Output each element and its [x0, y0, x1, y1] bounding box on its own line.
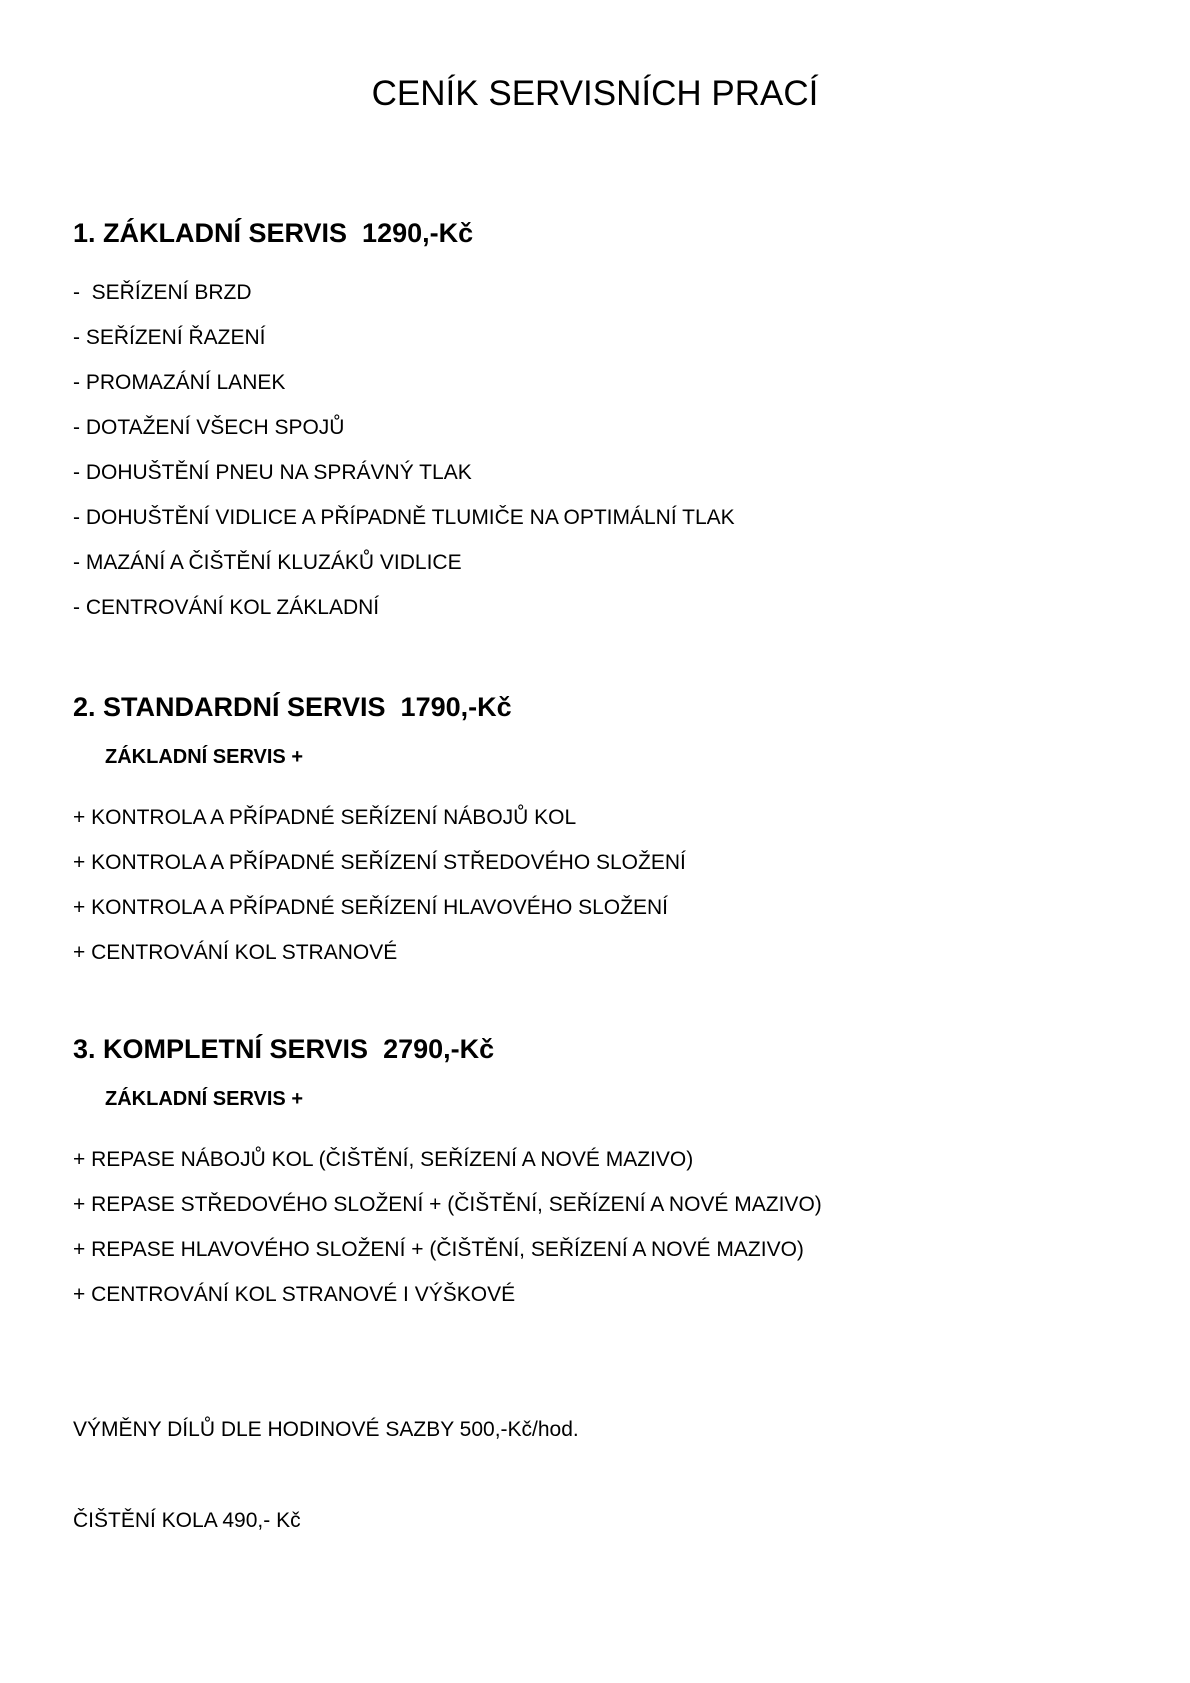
cleaning-note: ČIŠTĚNÍ KOLA 490,- Kč — [73, 1509, 301, 1532]
list-item: - DOTAŽENÍ VŠECH SPOJŮ — [73, 416, 345, 439]
basic-service-list — [73, 279, 735, 639]
section-subheading: ZÁKLADNÍ SERVIS + — [105, 746, 303, 768]
list-item: + CENTROVÁNÍ KOL STRANOVÉ I VÝŠKOVÉ — [73, 1283, 516, 1306]
list-item: - MAZÁNÍ A ČIŠTĚNÍ KLUZÁKŮ VIDLICE — [73, 551, 462, 574]
list-item: - DOHUŠTĚNÍ VIDLICE A PŘÍPADNĚ TLUMIČE NA OPTIMÁLNÍ TLAK — [73, 506, 735, 529]
page-title: CENÍK SERVISNÍCH PRACÍ — [371, 74, 819, 113]
parts-exchange-note: VÝMĚNY DÍLŮ DLE HODINOVÉ SAZBY 500,-Kč/hod. — [73, 1418, 579, 1441]
section-heading-basic-service: 1. ZÁKLADNÍ SERVIS 1290,-Kč — [73, 218, 474, 248]
list-item: - SEŘÍZENÍ BRZD — [73, 281, 252, 304]
list-item: - SEŘÍZENÍ ŘAZENÍ — [73, 326, 266, 349]
section-subheading: ZÁKLADNÍ SERVIS + — [105, 1088, 303, 1110]
list-item: + CENTROVÁNÍ KOL STRANOVÉ — [73, 941, 398, 964]
section-heading-standard-service: 2. STANDARDNÍ SERVIS 1790,-Kč — [73, 692, 512, 722]
list-item: + REPASE STŘEDOVÉHO SLOŽENÍ + (ČIŠTĚNÍ, SEŘÍZENÍ A NOVÉ MAZIVO) — [73, 1193, 822, 1216]
list-item: + KONTROLA A PŘÍPADNÉ SEŘÍZENÍ HLAVOVÉHO SLOŽENÍ — [73, 896, 668, 919]
list-item: + REPASE HLAVOVÉHO SLOŽENÍ + (ČIŠTĚNÍ, SEŘÍZENÍ A NOVÉ MAZIVO) — [73, 1238, 804, 1261]
list-item: - PROMAZÁNÍ LANEK — [73, 371, 286, 394]
complete-service-list — [73, 1146, 822, 1326]
list-item: + REPASE NÁBOJŮ KOL (ČIŠTĚNÍ, SEŘÍZENÍ A NOVÉ MAZIVO) — [73, 1148, 694, 1171]
list-item: - CENTROVÁNÍ KOL ZÁKLADNÍ — [73, 596, 380, 619]
standard-service-list — [73, 804, 686, 984]
list-item: + KONTROLA A PŘÍPADNÉ SEŘÍZENÍ STŘEDOVÉHO SLOŽENÍ — [73, 851, 686, 874]
list-item: + KONTROLA A PŘÍPADNÉ SEŘÍZENÍ NÁBOJŮ KOL — [73, 806, 577, 829]
list-item: - DOHUŠTĚNÍ PNEU NA SPRÁVNÝ TLAK — [73, 461, 472, 484]
section-heading-complete-service: 3. KOMPLETNÍ SERVIS 2790,-Kč — [73, 1034, 495, 1064]
